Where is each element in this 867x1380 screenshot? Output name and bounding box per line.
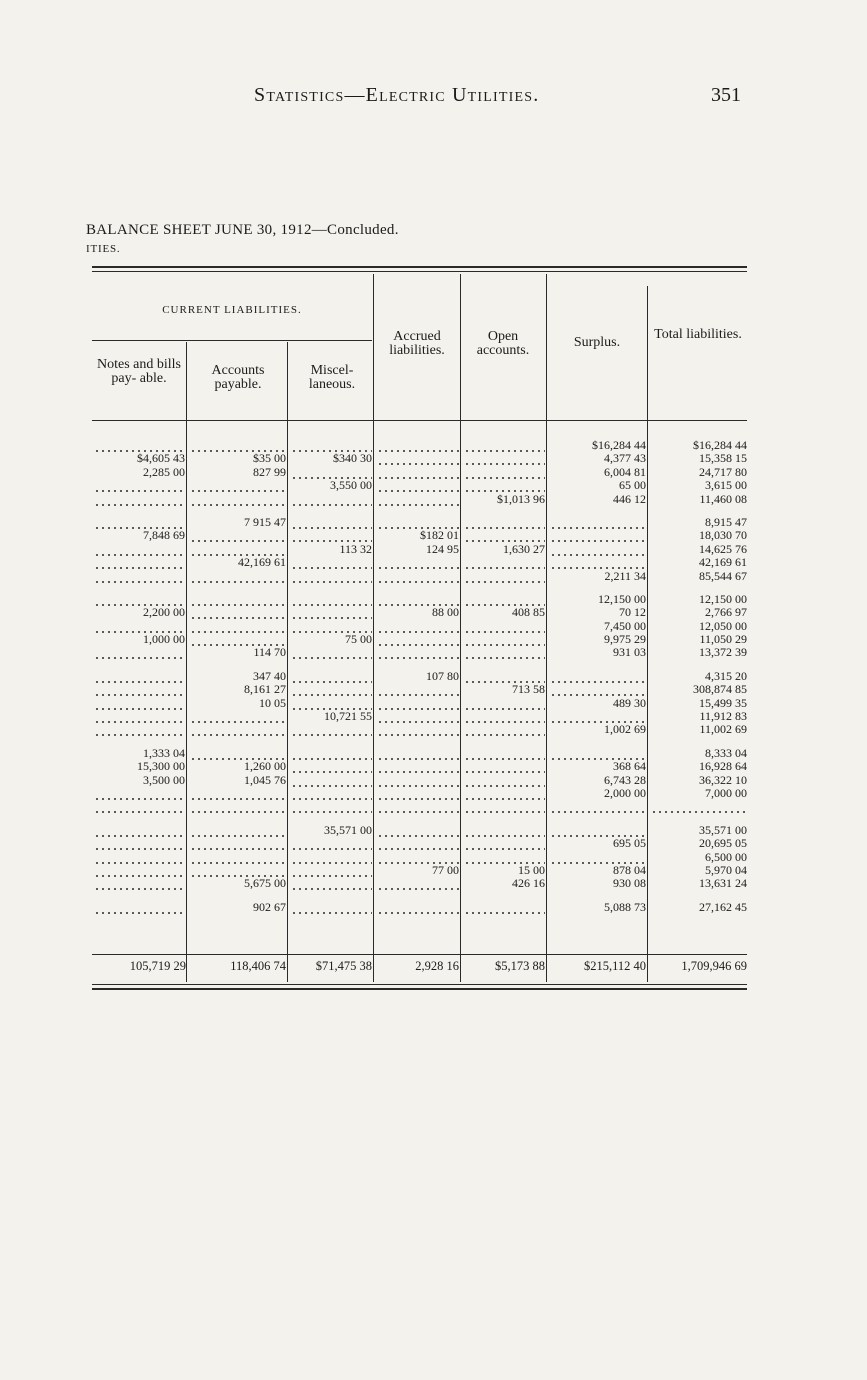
table-cell: 2,211 34 [604, 569, 646, 583]
table-cell [188, 747, 286, 760]
table-cell [462, 570, 545, 583]
table-cell: 16,928 64 [699, 760, 747, 774]
bottom-rule [92, 984, 747, 985]
table-cell [92, 570, 185, 583]
table-cell [375, 479, 459, 492]
table-cell: 77 00 [432, 863, 459, 877]
table-cell: 930 08 [613, 877, 646, 891]
table-cell [375, 452, 459, 465]
sheet-title: BALANCE SHEET JUNE 30, 1912—Concluded. [86, 222, 399, 238]
row-spacer [92, 506, 747, 516]
table-cell [289, 683, 372, 696]
table-row [92, 479, 747, 492]
table-cell: 695 05 [613, 837, 646, 851]
table-cell [375, 760, 459, 773]
table-cell: 827 99 [253, 465, 286, 479]
table-row [92, 697, 747, 710]
table-cell [462, 466, 545, 479]
table-row [92, 774, 747, 787]
table-cell: 35,571 00 [324, 823, 372, 837]
table-cell [462, 529, 545, 542]
table-row [92, 670, 747, 683]
table-row [92, 851, 747, 864]
table-cell [375, 901, 459, 914]
table-row [92, 800, 747, 813]
table-cell [375, 620, 459, 633]
table-cell: 426 16 [512, 877, 545, 891]
table-cell: 12,050 00 [699, 619, 747, 633]
total-surplus: $215,112 40 [583, 959, 646, 973]
table-cell: 24,717 80 [699, 465, 747, 479]
table-cell [188, 493, 286, 506]
table-cell: $16,284 44 [592, 439, 646, 452]
table-cell: 7,450 00 [604, 619, 646, 633]
table-cell [375, 439, 459, 452]
table-row [92, 633, 747, 646]
table-cell [92, 837, 185, 850]
table-cell: 88 00 [432, 606, 459, 620]
table-cell: 7,848 69 [143, 529, 185, 543]
table-cell: 70 12 [619, 606, 646, 620]
table-cell [188, 787, 286, 800]
table-cell: 14,625 76 [699, 542, 747, 556]
total-misc: $71,475 38 [315, 959, 372, 973]
table-cell: 1,045 76 [244, 773, 286, 787]
table-row [92, 466, 747, 479]
table-cell [548, 747, 646, 760]
table-row [92, 683, 747, 696]
table-row [92, 787, 747, 800]
row-spacer [92, 737, 747, 747]
table-cell [188, 864, 286, 877]
table-cell [462, 760, 545, 773]
table-cell [548, 670, 646, 683]
table-body [92, 439, 747, 914]
table-cell [462, 824, 545, 837]
table-row [92, 606, 747, 619]
table-row [92, 439, 747, 452]
table-cell: 13,372 39 [699, 646, 747, 660]
table-row [92, 493, 747, 506]
table-cell: 8,333 04 [705, 746, 747, 760]
table-cell [548, 710, 646, 723]
table-cell [462, 901, 545, 914]
table-cell [188, 479, 286, 492]
table-cell: 878 04 [613, 863, 646, 877]
table-cell: 124 95 [426, 542, 459, 556]
table-cell [289, 851, 372, 864]
table-cell: 2,000 00 [604, 786, 646, 800]
table-cell [289, 864, 372, 877]
total-notes: 105,719 29 [129, 959, 186, 973]
table-cell: 1,333 04 [143, 746, 185, 760]
table-cell [375, 646, 459, 659]
table-cell: 7,000 00 [705, 786, 747, 800]
table-cell [289, 606, 372, 619]
table-cell: 7 915 47 [244, 515, 286, 529]
table-cell [188, 710, 286, 723]
table-cell [289, 516, 372, 529]
table-cell [92, 800, 185, 813]
table-cell [462, 479, 545, 492]
table-cell: 11,460 08 [699, 492, 747, 506]
table-cell [92, 697, 185, 710]
table-cell [289, 493, 372, 506]
table-cell: 35,571 00 [699, 823, 747, 837]
table-cell: 5,088 73 [604, 900, 646, 914]
table-cell: 1,260 00 [244, 760, 286, 774]
table-cell: 1,000 00 [143, 633, 185, 647]
table-cell: 4,377 43 [604, 452, 646, 466]
table-cell: 27,162 45 [699, 900, 747, 914]
row-spacer [92, 814, 747, 824]
table-cell [289, 646, 372, 659]
table-cell: 5,970 04 [705, 863, 747, 877]
table-cell [92, 479, 185, 492]
table-row [92, 452, 747, 465]
table-cell [92, 670, 185, 683]
table-cell [92, 556, 185, 569]
col-head-open: Open accounts. [476, 329, 530, 358]
table-row [92, 516, 747, 529]
table-cell [188, 529, 286, 542]
table-cell: 8,915 47 [705, 515, 747, 529]
table-row [92, 760, 747, 773]
table-cell: 114 70 [253, 646, 286, 660]
table-cell [289, 570, 372, 583]
table-cell [375, 787, 459, 800]
table-cell [375, 877, 459, 890]
table-cell [375, 683, 459, 696]
table-cell [188, 606, 286, 619]
table-row [92, 877, 747, 890]
table-cell [289, 620, 372, 633]
table-cell: $4,605 43 [137, 452, 185, 466]
table-cell [92, 864, 185, 877]
table-cell [289, 466, 372, 479]
running-title: Statistics—Electric Utilities. [254, 84, 540, 106]
table-cell [375, 824, 459, 837]
totals-rule [92, 954, 747, 955]
table-cell [462, 787, 545, 800]
table-cell: 347 40 [253, 669, 286, 683]
page-number: 351 [711, 84, 741, 106]
table-cell [375, 593, 459, 606]
table-cell: 3,550 00 [330, 479, 372, 493]
table-cell [289, 723, 372, 736]
table-cell: 42,169 61 [699, 556, 747, 570]
col-head-accounts: Accounts payable. [211, 363, 265, 392]
table-cell [289, 529, 372, 542]
table-cell [289, 774, 372, 787]
table-cell: 11,050 29 [699, 633, 747, 647]
table-cell [548, 824, 646, 837]
table-cell [462, 646, 545, 659]
table-cell: 902 67 [253, 900, 286, 914]
table-cell: $16,284 44 [693, 439, 747, 452]
table-cell [92, 851, 185, 864]
table-cell [462, 774, 545, 787]
table-cell [462, 670, 545, 683]
table-cell: 6,004 81 [604, 465, 646, 479]
table-cell: 308,874 85 [693, 683, 747, 697]
table-cell [289, 837, 372, 850]
table-cell: 15,358 15 [699, 452, 747, 466]
table-cell: 85,544 67 [699, 569, 747, 583]
table-cell: 113 32 [339, 542, 372, 556]
table-cell [289, 439, 372, 452]
table-cell: 4,315 20 [705, 669, 747, 683]
table-cell: 489 30 [613, 696, 646, 710]
table-cell [375, 774, 459, 787]
table-cell [188, 723, 286, 736]
table-cell: $35 00 [253, 452, 286, 466]
table-cell [289, 670, 372, 683]
table-row [92, 710, 747, 723]
table-cell: 12,150 00 [699, 592, 747, 606]
table-cell [92, 439, 185, 452]
table-cell: 18,030 70 [699, 529, 747, 543]
table-cell: 446 12 [613, 492, 646, 506]
balance-table [92, 266, 747, 996]
table-cell [462, 556, 545, 569]
table-cell [548, 556, 646, 569]
table-cell [188, 620, 286, 633]
col-head-notes: Notes and bills pay- able. [97, 357, 181, 386]
table-cell [375, 747, 459, 760]
table-cell [548, 516, 646, 529]
totals-row [92, 958, 747, 974]
table-cell: 8,161 27 [244, 683, 286, 697]
table-cell [92, 620, 185, 633]
table-cell [375, 697, 459, 710]
table-cell [289, 877, 372, 890]
table-cell [188, 633, 286, 646]
table-cell: 15,499 35 [699, 696, 747, 710]
table-cell [375, 466, 459, 479]
table-cell: 15 00 [518, 863, 545, 877]
table-cell [92, 877, 185, 890]
table-cell [188, 824, 286, 837]
table-cell [462, 593, 545, 606]
table-cell [462, 723, 545, 736]
table-cell: 10,721 55 [324, 710, 372, 724]
table-cell: 65 00 [619, 479, 646, 493]
total-accounts: 118,406 74 [230, 959, 286, 973]
table-cell [289, 787, 372, 800]
table-cell [289, 593, 372, 606]
col-head-misc: Miscel- laneous. [308, 363, 356, 392]
table-cell [188, 439, 286, 452]
table-cell [92, 787, 185, 800]
table-row [92, 570, 747, 583]
col-head-total: Total liabilities. [654, 327, 742, 342]
table-cell [462, 620, 545, 633]
running-head [0, 84, 867, 110]
table-cell [375, 570, 459, 583]
row-spacer [92, 660, 747, 670]
table-cell [188, 851, 286, 864]
table-cell [92, 683, 185, 696]
table-row [92, 901, 747, 914]
table-row [92, 593, 747, 606]
table-row [92, 646, 747, 659]
table-cell [375, 556, 459, 569]
table-cell [92, 593, 185, 606]
table-cell [548, 683, 646, 696]
table-cell: 107 80 [426, 669, 459, 683]
table-cell: 931 03 [613, 646, 646, 660]
table-cell [548, 543, 646, 556]
table-cell [375, 516, 459, 529]
table-cell [92, 543, 185, 556]
table-cell [289, 901, 372, 914]
table-cell: 12,150 00 [598, 592, 646, 606]
table-cell: 9,975 29 [604, 633, 646, 647]
table-cell: 368 64 [613, 760, 646, 774]
group-header: CURRENT LIABILITIES. [162, 304, 302, 316]
table-row [92, 543, 747, 556]
col-head-surplus: Surplus. [573, 335, 621, 350]
table-cell [375, 710, 459, 723]
table-cell [649, 800, 747, 813]
table-cell: 36,322 10 [699, 773, 747, 787]
table-row [92, 723, 747, 736]
table-cell [92, 901, 185, 914]
table-cell: 13,631 24 [699, 877, 747, 891]
table-cell: 3,615 00 [705, 479, 747, 493]
col-head-accrued: Accrued liabilities. [389, 329, 445, 358]
header-rule [92, 420, 747, 421]
table-cell [188, 837, 286, 850]
top-rule-thin [92, 271, 747, 272]
table-cell: $182 01 [420, 529, 459, 543]
table-cell: $1,013 96 [497, 492, 545, 506]
table-cell [462, 747, 545, 760]
table-cell [462, 710, 545, 723]
table-cell [375, 633, 459, 646]
table-cell [92, 493, 185, 506]
table-cell [92, 710, 185, 723]
sheet-subtitle: ITIES. [86, 243, 121, 255]
top-rule [92, 266, 747, 268]
table-cell: 3,500 00 [143, 773, 185, 787]
bottom-rule-thick [92, 988, 747, 990]
table-cell: 42,169 61 [238, 556, 286, 570]
table-row [92, 620, 747, 633]
table-cell: 20,695 05 [699, 837, 747, 851]
table-row [92, 556, 747, 569]
table-cell: 713 58 [512, 683, 545, 697]
table-cell: 2,200 00 [143, 606, 185, 620]
table-cell [462, 439, 545, 452]
table-cell [462, 851, 545, 864]
table-cell: 15,300 00 [137, 760, 185, 774]
table-cell [289, 747, 372, 760]
table-cell: 75 00 [345, 633, 372, 647]
table-cell [375, 837, 459, 850]
table-cell: 11,912 83 [699, 710, 747, 724]
table-cell [188, 570, 286, 583]
table-cell: 2,285 00 [143, 465, 185, 479]
table-cell [462, 837, 545, 850]
group-rule [92, 340, 372, 341]
row-spacer [92, 583, 747, 593]
table-cell [462, 516, 545, 529]
table-row [92, 529, 747, 542]
table-cell: $340 30 [333, 452, 372, 466]
table-cell [462, 800, 545, 813]
table-row [92, 864, 747, 877]
table-cell [92, 516, 185, 529]
table-cell [289, 760, 372, 773]
total-open: $5,173 88 [495, 959, 545, 973]
table-cell [375, 493, 459, 506]
table-cell [548, 529, 646, 542]
table-cell: 5,675 00 [244, 877, 286, 891]
table-cell [188, 543, 286, 556]
table-cell [92, 824, 185, 837]
table-cell [375, 851, 459, 864]
table-cell: 2,766 97 [705, 606, 747, 620]
table-cell [289, 800, 372, 813]
table-cell [548, 800, 646, 813]
table-cell [188, 593, 286, 606]
row-spacer [92, 891, 747, 901]
table-cell [462, 633, 545, 646]
total-accrued: 2,928 16 [415, 959, 459, 973]
table-cell [462, 452, 545, 465]
table-cell [92, 646, 185, 659]
table-cell [375, 723, 459, 736]
table-cell [289, 697, 372, 710]
total-liabilities: 1,709,946 69 [681, 959, 747, 973]
table-cell [548, 851, 646, 864]
table-cell: 6,743 28 [604, 773, 646, 787]
table-cell [188, 800, 286, 813]
table-cell: 10 05 [259, 696, 286, 710]
table-cell [375, 800, 459, 813]
table-row [92, 824, 747, 837]
table-cell: 11,002 69 [699, 723, 747, 737]
table-cell [92, 723, 185, 736]
table-row [92, 837, 747, 850]
table-cell: 408 85 [512, 606, 545, 620]
table-cell [462, 697, 545, 710]
table-cell [289, 556, 372, 569]
table-cell: 6,500 00 [705, 850, 747, 864]
table-cell: 1,630 27 [503, 542, 545, 556]
table-cell: 1,002 69 [604, 723, 646, 737]
table-row [92, 747, 747, 760]
